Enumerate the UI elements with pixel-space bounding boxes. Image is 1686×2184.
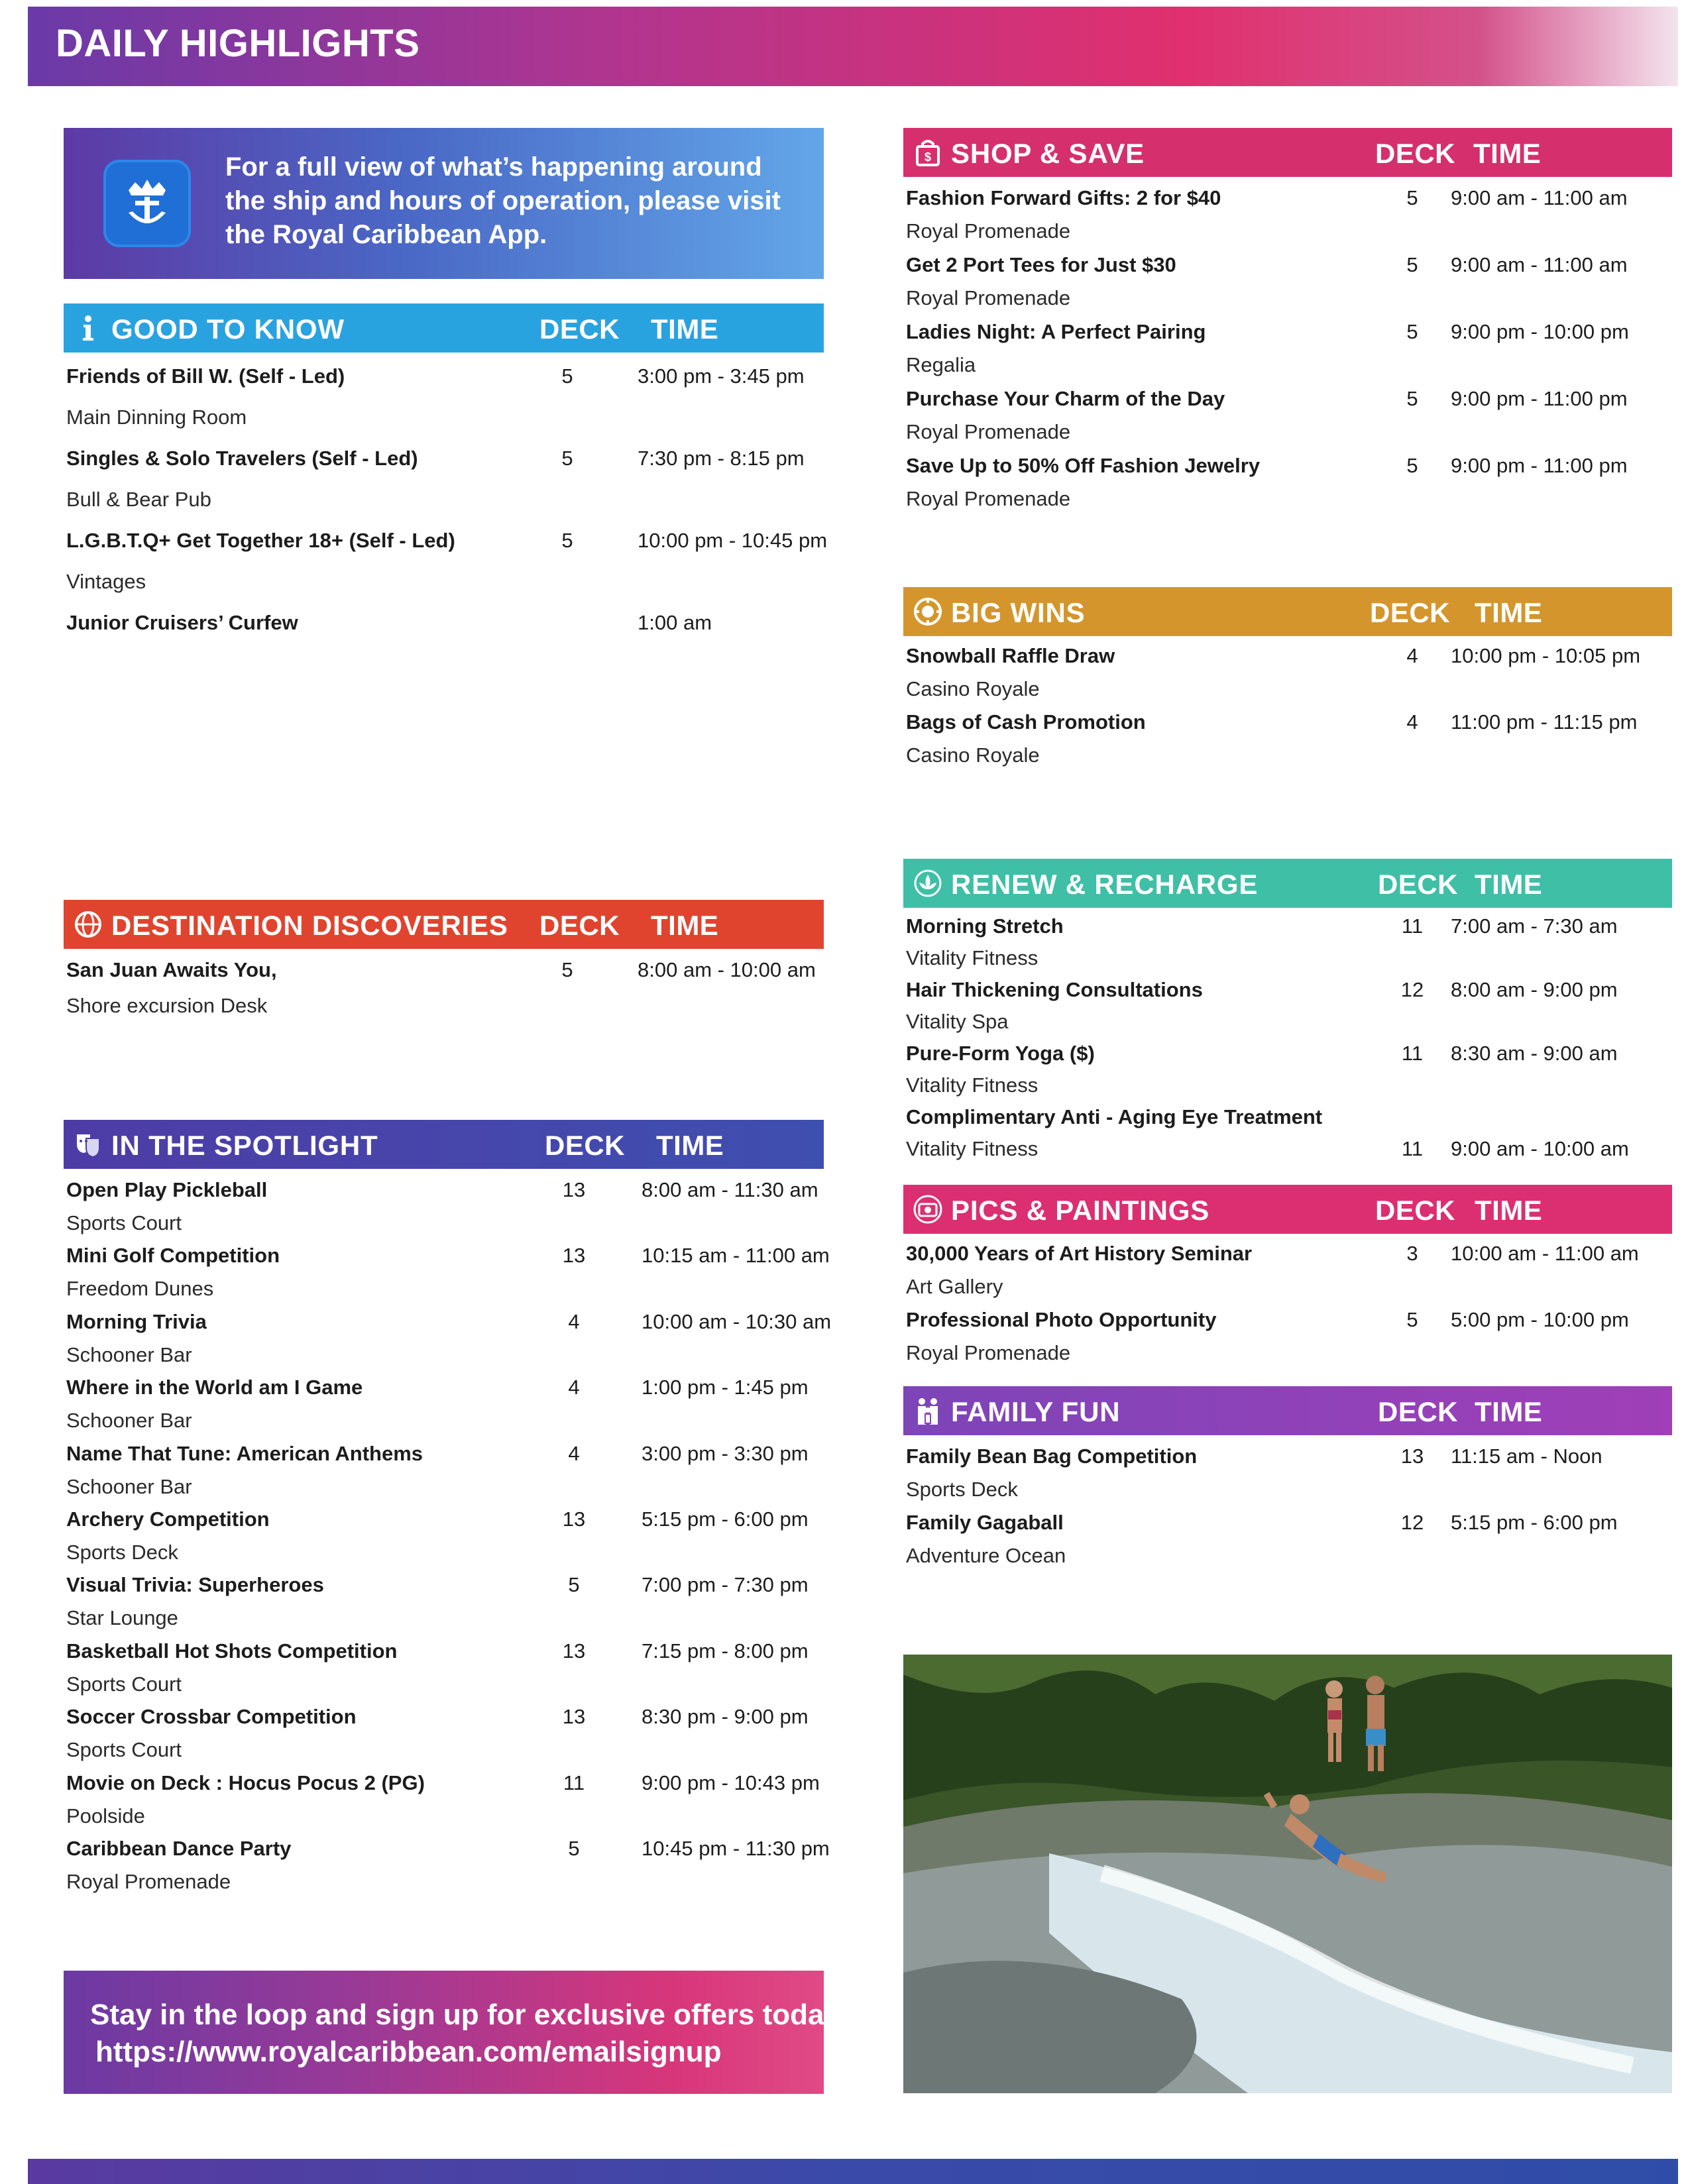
event-deck: 13 — [562, 1639, 586, 1663]
time-column-header: TIME — [1475, 1195, 1543, 1226]
section-renew-and-recharge — [903, 859, 1672, 1164]
section-header — [903, 1386, 1672, 1435]
renew-event-list — [903, 909, 1672, 1164]
event-location: Sports Court — [66, 1738, 182, 1762]
event-time: 10:00 am - 10:30 am — [642, 1309, 832, 1333]
event-name: Name That Tune: American Anthems — [66, 1441, 423, 1465]
section-title: FAMILY FUN — [951, 1396, 1121, 1427]
event-location: Schooner Bar — [66, 1409, 192, 1433]
event-deck: 5 — [561, 529, 573, 552]
event-name: Professional Photo Opportunity — [906, 1308, 1217, 1331]
camera-icon — [913, 1194, 943, 1225]
time-column-header: TIME — [1475, 597, 1543, 628]
time-column-header: TIME — [651, 910, 719, 941]
list-item — [64, 1438, 824, 1503]
event-deck: 12 — [1400, 978, 1424, 1001]
deck-column-header: DECK — [539, 910, 620, 941]
section-header — [64, 900, 824, 949]
event-deck: 5 — [568, 1836, 580, 1860]
list-item — [903, 705, 1672, 771]
list-item — [64, 1503, 824, 1569]
event-deck: 4 — [1406, 644, 1418, 667]
event-location: Casino Royale — [906, 677, 1040, 700]
event-deck: 11 — [563, 1771, 585, 1794]
event-deck: 4 — [1406, 710, 1418, 734]
section-shop-and-save — [903, 128, 1672, 516]
list-item — [903, 181, 1672, 248]
event-time: 5:00 pm - 10:00 pm — [1451, 1308, 1629, 1331]
event-deck: 5 — [561, 447, 573, 470]
event-deck: 11 — [1401, 914, 1424, 938]
deck-column-header: DECK — [1370, 597, 1451, 628]
event-location: Royal Promenade — [906, 219, 1071, 243]
event-deck: 11 — [1401, 1137, 1424, 1160]
app-promo-text: For a full view of what’s happening around the ship and hours of operation, please visit the Royal Caribbean App. — [225, 152, 781, 249]
event-time: 10:15 am - 11:00 am — [642, 1244, 830, 1268]
event-location: Vitality Fitness — [906, 1137, 1039, 1160]
lotus-icon — [913, 868, 943, 899]
list-item — [903, 315, 1672, 382]
list-item — [64, 1174, 824, 1240]
event-time: 10:00 pm - 10:45 pm — [638, 529, 828, 552]
footer-bar — [28, 2159, 1678, 2184]
event-name: Bags of Cash Promotion — [906, 710, 1146, 734]
event-deck: 13 — [562, 1507, 586, 1531]
event-location: Schooner Bar — [66, 1342, 192, 1366]
list-item — [64, 1767, 824, 1833]
list-item — [64, 1635, 824, 1701]
event-name: Purchase Your Charm of the Day — [906, 387, 1225, 410]
list-item — [903, 973, 1672, 1036]
event-name: Singles & Solo Travelers (Self - Led) — [66, 447, 418, 470]
page-title: DAILY HIGHLIGHTS — [56, 22, 420, 65]
event-time: 7:00 am - 7:30 am — [1451, 914, 1618, 938]
list-item — [64, 1240, 830, 1305]
event-location: Sports Deck — [66, 1540, 178, 1564]
event-time: 5:15 pm - 6:00 pm — [1451, 1511, 1618, 1534]
event-time: 5:15 pm - 6:00 pm — [642, 1507, 809, 1531]
event-name: Mini Golf Competition — [66, 1244, 280, 1268]
event-name: Open Play Pickleball — [66, 1178, 268, 1201]
section-title: BIG WINS — [951, 597, 1086, 628]
list-item — [903, 639, 1672, 705]
event-location: Royal Promenade — [906, 1341, 1071, 1364]
time-column-header: TIME — [1473, 138, 1542, 169]
event-name: Movie on Deck : Hocus Pocus 2 (PG) — [66, 1771, 425, 1794]
app-promo-box — [64, 128, 824, 279]
event-name: 30,000 Years of Art History Seminar — [906, 1242, 1253, 1265]
event-deck: 3 — [1406, 1242, 1418, 1265]
event-location: Royal Promenade — [906, 286, 1071, 309]
event-location: Art Gallery — [906, 1275, 1003, 1298]
event-time: 3:00 pm - 3:45 pm — [638, 364, 805, 388]
waterfall-slide-photo — [903, 1655, 1672, 2093]
section-title: SHOP & SAVE — [951, 138, 1145, 169]
event-location: Vitality Spa — [906, 1010, 1009, 1033]
deck-column-header: DECK — [1378, 1396, 1459, 1427]
event-location: Vitality Fitness — [906, 946, 1039, 969]
section-header — [903, 128, 1672, 177]
event-time: 9:00 am - 11:00 am — [1451, 186, 1628, 209]
deck-column-header: DECK — [539, 313, 620, 345]
list-item — [64, 604, 824, 644]
list-item — [903, 1100, 1672, 1164]
section-big-wins — [903, 587, 1672, 771]
event-deck: 13 — [562, 1178, 586, 1201]
event-time: 7:15 pm - 8:00 pm — [642, 1639, 809, 1663]
event-name: Archery Competition — [66, 1507, 270, 1531]
section-destination-discoveries — [64, 900, 824, 1032]
event-deck: 5 — [561, 364, 573, 388]
list-item — [903, 1303, 1672, 1369]
event-location: Sports Court — [66, 1211, 182, 1234]
list-item — [64, 358, 824, 440]
event-deck: 11 — [1401, 1042, 1424, 1065]
event-deck: 5 — [1406, 1308, 1418, 1331]
list-item — [64, 1833, 830, 1898]
event-time: 8:00 am - 10:00 am — [638, 958, 816, 981]
event-time: 9:00 pm - 11:00 pm — [1451, 387, 1628, 410]
event-name: Pure-Form Yoga ($) — [906, 1042, 1095, 1065]
poker-chip-icon — [913, 596, 943, 627]
promo-text: Stay in the loop and sign up for exclusive offers today: — [90, 1998, 850, 2031]
event-name: Friends of Bill W. (Self - Led) — [66, 364, 345, 388]
svg-text:$: $ — [924, 150, 932, 164]
event-location: Poolside — [66, 1804, 145, 1828]
event-name: Morning Stretch — [906, 914, 1064, 938]
event-time: 9:00 pm - 10:43 pm — [642, 1771, 820, 1794]
event-name: Visual Trivia: Superheroes — [66, 1573, 324, 1597]
shop-event-list — [903, 181, 1672, 516]
pics-event-list — [903, 1236, 1672, 1369]
family-icon — [913, 1395, 943, 1426]
list-item — [903, 1236, 1672, 1303]
royal-caribbean-crown-anchor-icon — [103, 160, 191, 247]
list-item — [903, 449, 1672, 516]
event-deck: 13 — [562, 1705, 586, 1729]
list-item — [903, 1505, 1672, 1572]
section-title: RENEW & RECHARGE — [951, 869, 1259, 900]
section-family-fun — [903, 1386, 1672, 1572]
event-location: Regalia — [906, 353, 976, 376]
time-column-header: TIME — [651, 313, 719, 345]
big-wins-event-list — [903, 639, 1672, 771]
event-name: Soccer Crossbar Competition — [66, 1705, 357, 1729]
event-location: Main Dinning Room — [66, 406, 247, 429]
event-deck: 13 — [562, 1244, 586, 1268]
list-item — [64, 1569, 824, 1635]
event-time: 10:00 pm - 10:05 pm — [1451, 644, 1641, 667]
time-column-header: TIME — [656, 1130, 724, 1161]
deck-column-header: DECK — [1375, 1195, 1456, 1226]
event-location: Royal Promenade — [66, 1869, 231, 1893]
event-name: Ladies Night: A Perfect Pairing — [906, 320, 1206, 343]
event-time: 8:00 am - 9:00 pm — [1451, 978, 1618, 1001]
section-header — [64, 303, 824, 353]
event-location: Casino Royale — [906, 743, 1040, 767]
event-time: 1:00 pm - 1:45 pm — [642, 1376, 809, 1399]
event-deck: 5 — [1406, 320, 1418, 343]
email-signup-promo — [64, 1971, 850, 2094]
event-name: Morning Trivia — [66, 1309, 207, 1333]
event-time: 10:45 pm - 11:30 pm — [642, 1836, 830, 1860]
deck-column-header: DECK — [545, 1130, 626, 1161]
event-deck: 4 — [568, 1309, 580, 1333]
list-item — [64, 953, 824, 1032]
event-name: Family Gagaball — [906, 1511, 1064, 1534]
event-deck: 5 — [1406, 253, 1418, 276]
event-location: Shore excursion Desk — [66, 994, 268, 1017]
list-item — [64, 522, 828, 604]
event-time: 7:00 pm - 7:30 pm — [642, 1573, 809, 1597]
section-title: IN THE SPOTLIGHT — [111, 1130, 378, 1161]
spotlight-event-list — [64, 1174, 832, 1898]
section-good-to-know — [64, 303, 828, 644]
event-time: 10:00 am - 11:00 am — [1451, 1242, 1639, 1265]
list-item — [903, 909, 1672, 973]
event-deck: 4 — [568, 1441, 580, 1465]
event-time: 9:00 am - 11:00 am — [1451, 253, 1628, 276]
event-location: Royal Promenade — [906, 420, 1071, 443]
event-deck: 5 — [568, 1573, 580, 1597]
event-time: 7:30 pm - 8:15 pm — [638, 447, 805, 470]
section-title: GOOD TO KNOW — [111, 313, 345, 345]
list-item — [903, 1439, 1672, 1505]
globe-icon — [73, 909, 103, 940]
event-location: Sports Deck — [906, 1478, 1018, 1501]
event-location: Star Lounge — [66, 1606, 178, 1630]
time-column-header: TIME — [1475, 869, 1543, 900]
event-name: Snowball Raffle Draw — [906, 644, 1115, 667]
event-location: Sports Court — [66, 1672, 182, 1696]
event-name: San Juan Awaits You, — [66, 958, 277, 981]
page-banner — [28, 7, 1678, 86]
theater-masks-icon — [73, 1129, 103, 1160]
event-time: 3:00 pm - 3:30 pm — [642, 1441, 809, 1465]
family-event-list — [903, 1439, 1672, 1572]
list-item — [903, 382, 1672, 449]
section-pics-and-paintings — [903, 1185, 1672, 1369]
event-name: Get 2 Port Tees for Just $30 — [906, 253, 1176, 276]
signup-link[interactable]: https://www.royalcaribbean.com/emailsignup — [95, 2036, 722, 2068]
list-item — [64, 1306, 832, 1372]
section-header — [903, 1185, 1672, 1234]
section-title: PICS & PAINTINGS — [951, 1195, 1210, 1226]
deck-column-header: DECK — [1375, 138, 1456, 169]
event-location: Schooner Bar — [66, 1474, 192, 1498]
event-deck: 5 — [1406, 186, 1418, 209]
event-time: 8:00 am - 11:30 am — [642, 1178, 818, 1201]
list-item — [64, 1701, 824, 1767]
event-name: Where in the World am I Game — [66, 1376, 363, 1399]
section-header — [903, 859, 1672, 908]
event-location: Royal Promenade — [906, 487, 1071, 510]
event-time: 8:30 pm - 9:00 pm — [642, 1705, 809, 1729]
section-in-the-spotlight — [64, 1120, 832, 1898]
event-deck: 5 — [561, 958, 573, 981]
event-time: 1:00 am — [638, 611, 712, 634]
list-item — [64, 1372, 824, 1437]
event-deck: 5 — [1406, 387, 1418, 410]
event-location: Adventure Ocean — [906, 1544, 1066, 1567]
event-location: Freedom Dunes — [66, 1277, 214, 1301]
event-name: Junior Cruisers’ Curfew — [66, 611, 298, 634]
event-location: Vitality Fitness — [906, 1073, 1039, 1097]
event-deck: 12 — [1400, 1511, 1424, 1534]
list-item — [64, 440, 824, 522]
section-header — [64, 1120, 824, 1169]
deck-column-header: DECK — [1378, 869, 1459, 900]
info-icon — [73, 313, 103, 343]
event-time: 8:30 am - 9:00 am — [1451, 1042, 1618, 1065]
event-time: 11:15 am - Noon — [1451, 1445, 1602, 1468]
event-name: Complimentary Anti - Aging Eye Treatment — [906, 1105, 1323, 1128]
event-name: Fashion Forward Gifts: 2 for $40 — [906, 186, 1221, 209]
section-title: DESTINATION DISCOVERIES — [111, 910, 508, 941]
event-name: Caribbean Dance Party — [66, 1836, 292, 1860]
event-time: 9:00 am - 10:00 am — [1451, 1137, 1629, 1160]
list-item — [903, 248, 1672, 315]
event-name: Save Up to 50% Off Fashion Jewelry — [906, 454, 1261, 477]
event-deck: 4 — [568, 1376, 580, 1399]
shopping-bag-icon — [913, 137, 943, 168]
event-name: Family Bean Bag Competition — [906, 1445, 1198, 1468]
event-deck: 13 — [1400, 1445, 1424, 1468]
time-column-header: TIME — [1475, 1396, 1543, 1427]
event-name: Basketball Hot Shots Competition — [66, 1639, 398, 1663]
event-time: 9:00 pm - 11:00 pm — [1451, 454, 1628, 477]
event-time: 11:00 pm - 11:15 pm — [1451, 710, 1638, 734]
event-name: Hair Thickening Consultations — [906, 978, 1203, 1001]
event-time: 9:00 pm - 10:00 pm — [1451, 320, 1629, 343]
section-header — [903, 587, 1672, 636]
list-item — [903, 1036, 1672, 1100]
event-location: Bull & Bear Pub — [66, 488, 211, 511]
event-location: Vintages — [66, 570, 146, 593]
event-deck: 5 — [1406, 454, 1418, 477]
event-name: L.G.B.T.Q+ Get Together 18+ (Self - Led) — [66, 529, 455, 552]
